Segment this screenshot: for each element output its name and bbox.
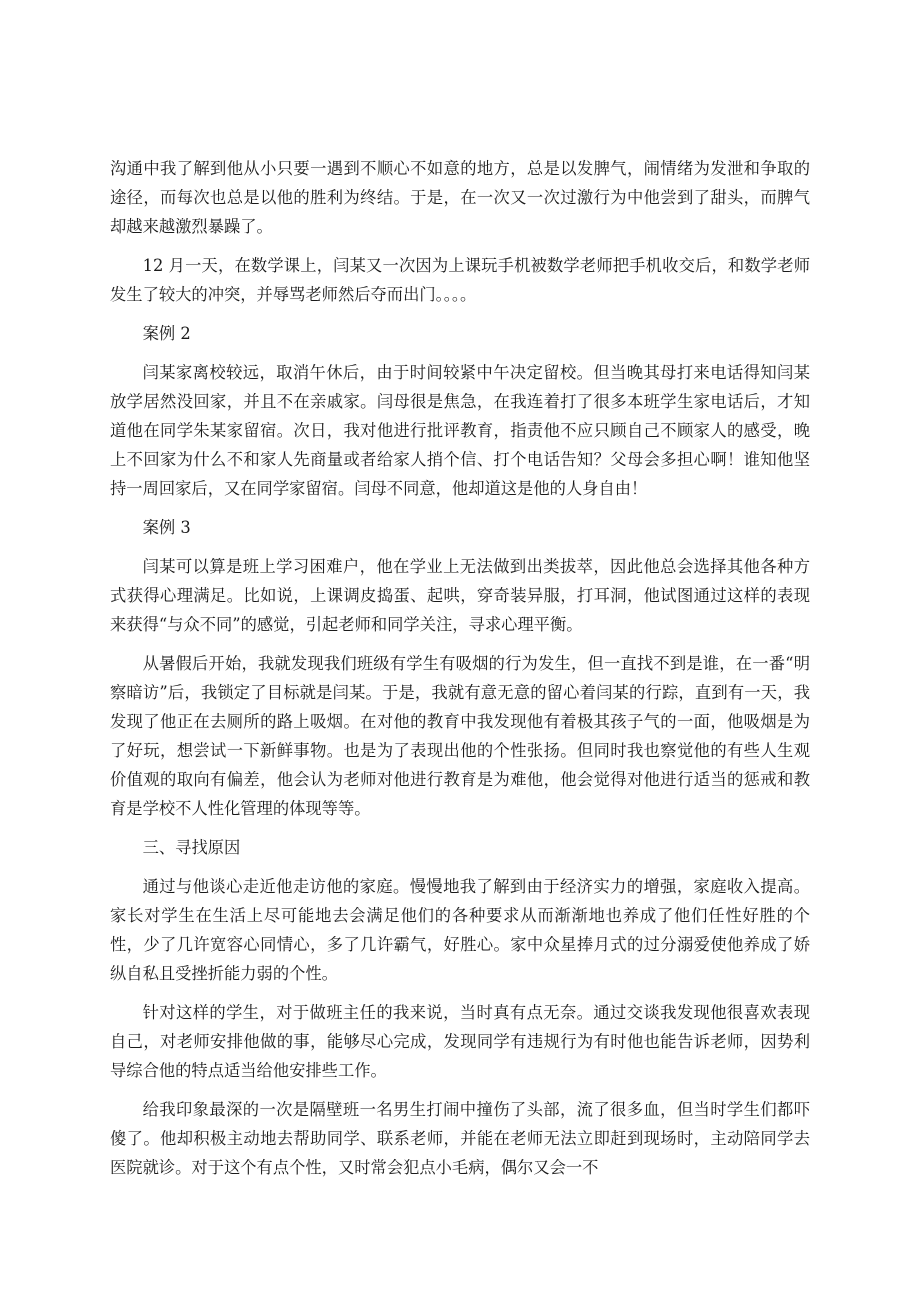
paragraph-7: 针对这样的学生，对于做班主任的我来说，当时真有点无奈。通过交谈我发现他很喜欢表现自己，对老师安排他做的事，能够尽心完成，发现同学有违规行为有时他也能告诉老师，因势利导综合他的特点适当给他安排些工作。 (110, 1003, 810, 1080)
section-heading-3: 三、寻找原因 (142, 838, 241, 857)
document-body (110, 154, 810, 1192)
paragraph-5: 从暑假后开始，我就发现我们班级有学生有吸烟的行为发生，但一直找不到是谁，在一番“明察暗访”后，我锁定了目标就是闫某。于是，我就有意无意的留心着闫某的行踪，直到有一天，我发现了他正在去厕所的路上吸烟。在对他的教育中我发现他有着极其孩子气的一面，他吸烟是为了好玩，想尝试一下新鲜事物。也是为了表现出他的个性张扬。但同时我也察觉他的有些人生观价值观的取向有偏差，他会认为老师对他进行教育是为难他，他会觉得对他进行适当的惩戒和教育是学校不人性化管理的体现等等。 (110, 654, 810, 818)
paragraph-4: 闫某可以算是班上学习困难户，他在学业上无法做到出类拔萃，因此他总会选择其他各种方式获得心理满足。比如说，上课调皮捣蛋、起哄，穿奇装异服，打耳洞，他试图通过这样的表现来获得“与众不同”的感觉，引起老师和同学关注，寻求心理平衡。 (110, 557, 810, 634)
paragraph-1: 沟通中我了解到他从小只要一遇到不顺心不如意的地方，总是以发脾气，闹情绪为发泄和争取的途径，而每次也总是以他的胜利为终结。于是，在一次又一次过激行为中他尝到了甜头，而脾气却越来越激烈暴躁了。 (110, 159, 810, 236)
case-heading-3: 案例 3 (142, 518, 191, 537)
paragraph-8: 给我印象最深的一次是隔壁班一名男生打闹中撞伤了头部，流了很多血，但当时学生们都吓傻了。他却积极主动地去帮助同学、联系老师，并能在老师无法立即赶到现场时，主动陪同学去医院就诊。对于这个有点个性，又时常会犯点小毛病，偶尔又会一不 (110, 1100, 810, 1177)
paragraph-2: 12 月一天，在数学课上，闫某又一次因为上课玩手机被数学老师把手机收交后，和数学老师发生了较大的冲突，并辱骂老师然后夺而出门。。。。 (110, 256, 810, 304)
paragraph-6: 通过与他谈心走近他走访他的家庭。慢慢地我了解到由于经济实力的增强，家庭收入提高。家长对学生在生活上尽可能地去会满足他们的各种要求从而渐渐地也养成了他们任性好胜的个性，少了几许宽容心同情心，多了几许霸气，好胜心。家中众星捧月式的过分溺爱使他养成了娇纵自私且受挫折能力弱的个性。 (110, 877, 810, 983)
case-heading-2: 案例 2 (142, 324, 191, 343)
paragraph-3: 闫某家离校较远，取消午休后，由于时间较紧中午决定留校。但当晚其母打来电话得知闫某放学居然没回家，并且不在亲戚家。闫母很是焦急，在我连着打了很多本班学生家电话后，才知道他在同学朱某家留宿。次日，我对他进行批评教育，指责他不应只顾自己不顾家人的感受，晚上不回家为什么不和家人先商量或者给家人捎个信、打个电话告知？父母会多担心啊！谁知他坚持一周回家后，又在同学家留宿。闫母不同意，他却道这是他的人身自由！ (110, 363, 810, 498)
